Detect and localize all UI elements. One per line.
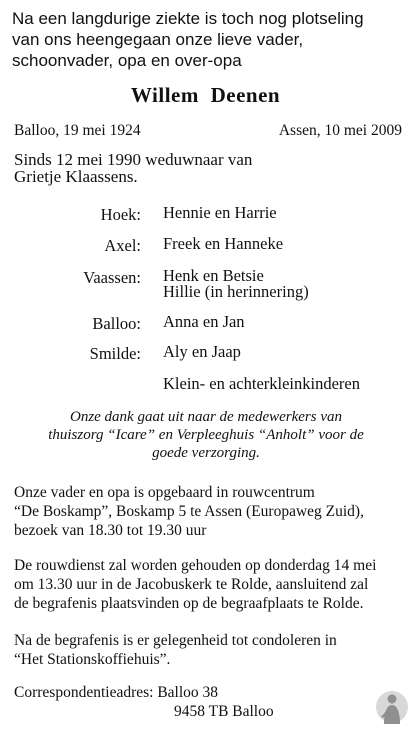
intro-line: van ons heengegaan onze lieve vader,	[12, 30, 304, 49]
service-line: De rouwdienst zal worden gehouden op donderdag 14 mei	[14, 557, 377, 574]
correspondence-address	[14, 683, 274, 721]
thanks-line: thuiszorg “Icare” en Verpleeghuis “Anholt” voor de	[48, 427, 364, 443]
birth-date: Balloo, 19 mei 1924	[14, 122, 141, 139]
thanks-text	[20, 408, 392, 462]
thanks-line: goede verzorging.	[152, 445, 260, 461]
family-names: Aly en Jaap	[163, 342, 241, 361]
death-date: Assen, 10 mei 2009	[278, 122, 402, 139]
laid-out-line: “De Boskamp”, Boskamp 5 te Assen (Europaweg Zuid),	[14, 503, 364, 520]
family-name-line: Hillie (in herinnering)	[163, 282, 309, 301]
correspondence-line: Correspondentieadres: Balloo 38	[14, 684, 219, 701]
service-line: om 13.30 uur in de Jacobuskerk te Rolde, aansluitend zal	[14, 576, 369, 593]
condolence-line: “Het Stationskoffiehuis”.	[14, 651, 171, 668]
family-place: Balloo:	[92, 314, 141, 333]
family-name-line: Henk en Betsie	[163, 266, 264, 285]
intro-line: Na een langdurige ziekte is toch nog plotseling	[12, 9, 364, 28]
laid-out-line: bezoek van 18.30 tot 19.30 uur	[14, 522, 207, 539]
service-text	[14, 556, 406, 613]
intro-line: schoonvader, opa en over-opa	[12, 51, 242, 70]
laid-out-line: Onze vader en opa is opgebaard in rouwcentrum	[14, 484, 315, 501]
family-place: Hoek:	[100, 205, 141, 224]
condolence-line: Na de begrafenis is er gelegenheid tot condoleren in	[14, 632, 337, 649]
deceased-name: Willem Deenen	[130, 83, 281, 107]
correspondence-line: 9458 TB Balloo	[174, 703, 274, 720]
widower-text	[14, 151, 394, 185]
intro-text	[12, 8, 404, 71]
widower-line: Sinds 12 mei 1990 weduwnaar van	[14, 150, 253, 169]
family-names: Anna en Jan	[163, 312, 245, 331]
laid-out-text	[14, 483, 406, 540]
widower-line: Grietje Klaassens.	[14, 167, 138, 186]
family-names: Hennie en Harrie	[163, 203, 277, 222]
family-names: Klein- en achterkleinkinderen	[163, 374, 360, 393]
family-place: Axel:	[104, 236, 141, 255]
family-place: Vaassen:	[83, 268, 141, 287]
family-names: Freek en Hanneke	[163, 234, 284, 253]
family-place: Smilde:	[89, 344, 141, 363]
condolence-text	[14, 631, 406, 669]
mourning-figure-icon	[375, 690, 409, 726]
family-names	[163, 268, 309, 300]
thanks-line: Onze dank gaat uit naar de medewerkers van	[69, 409, 343, 425]
service-line: de begrafenis plaatsvinden op de begraafplaats te Rolde.	[14, 595, 364, 612]
